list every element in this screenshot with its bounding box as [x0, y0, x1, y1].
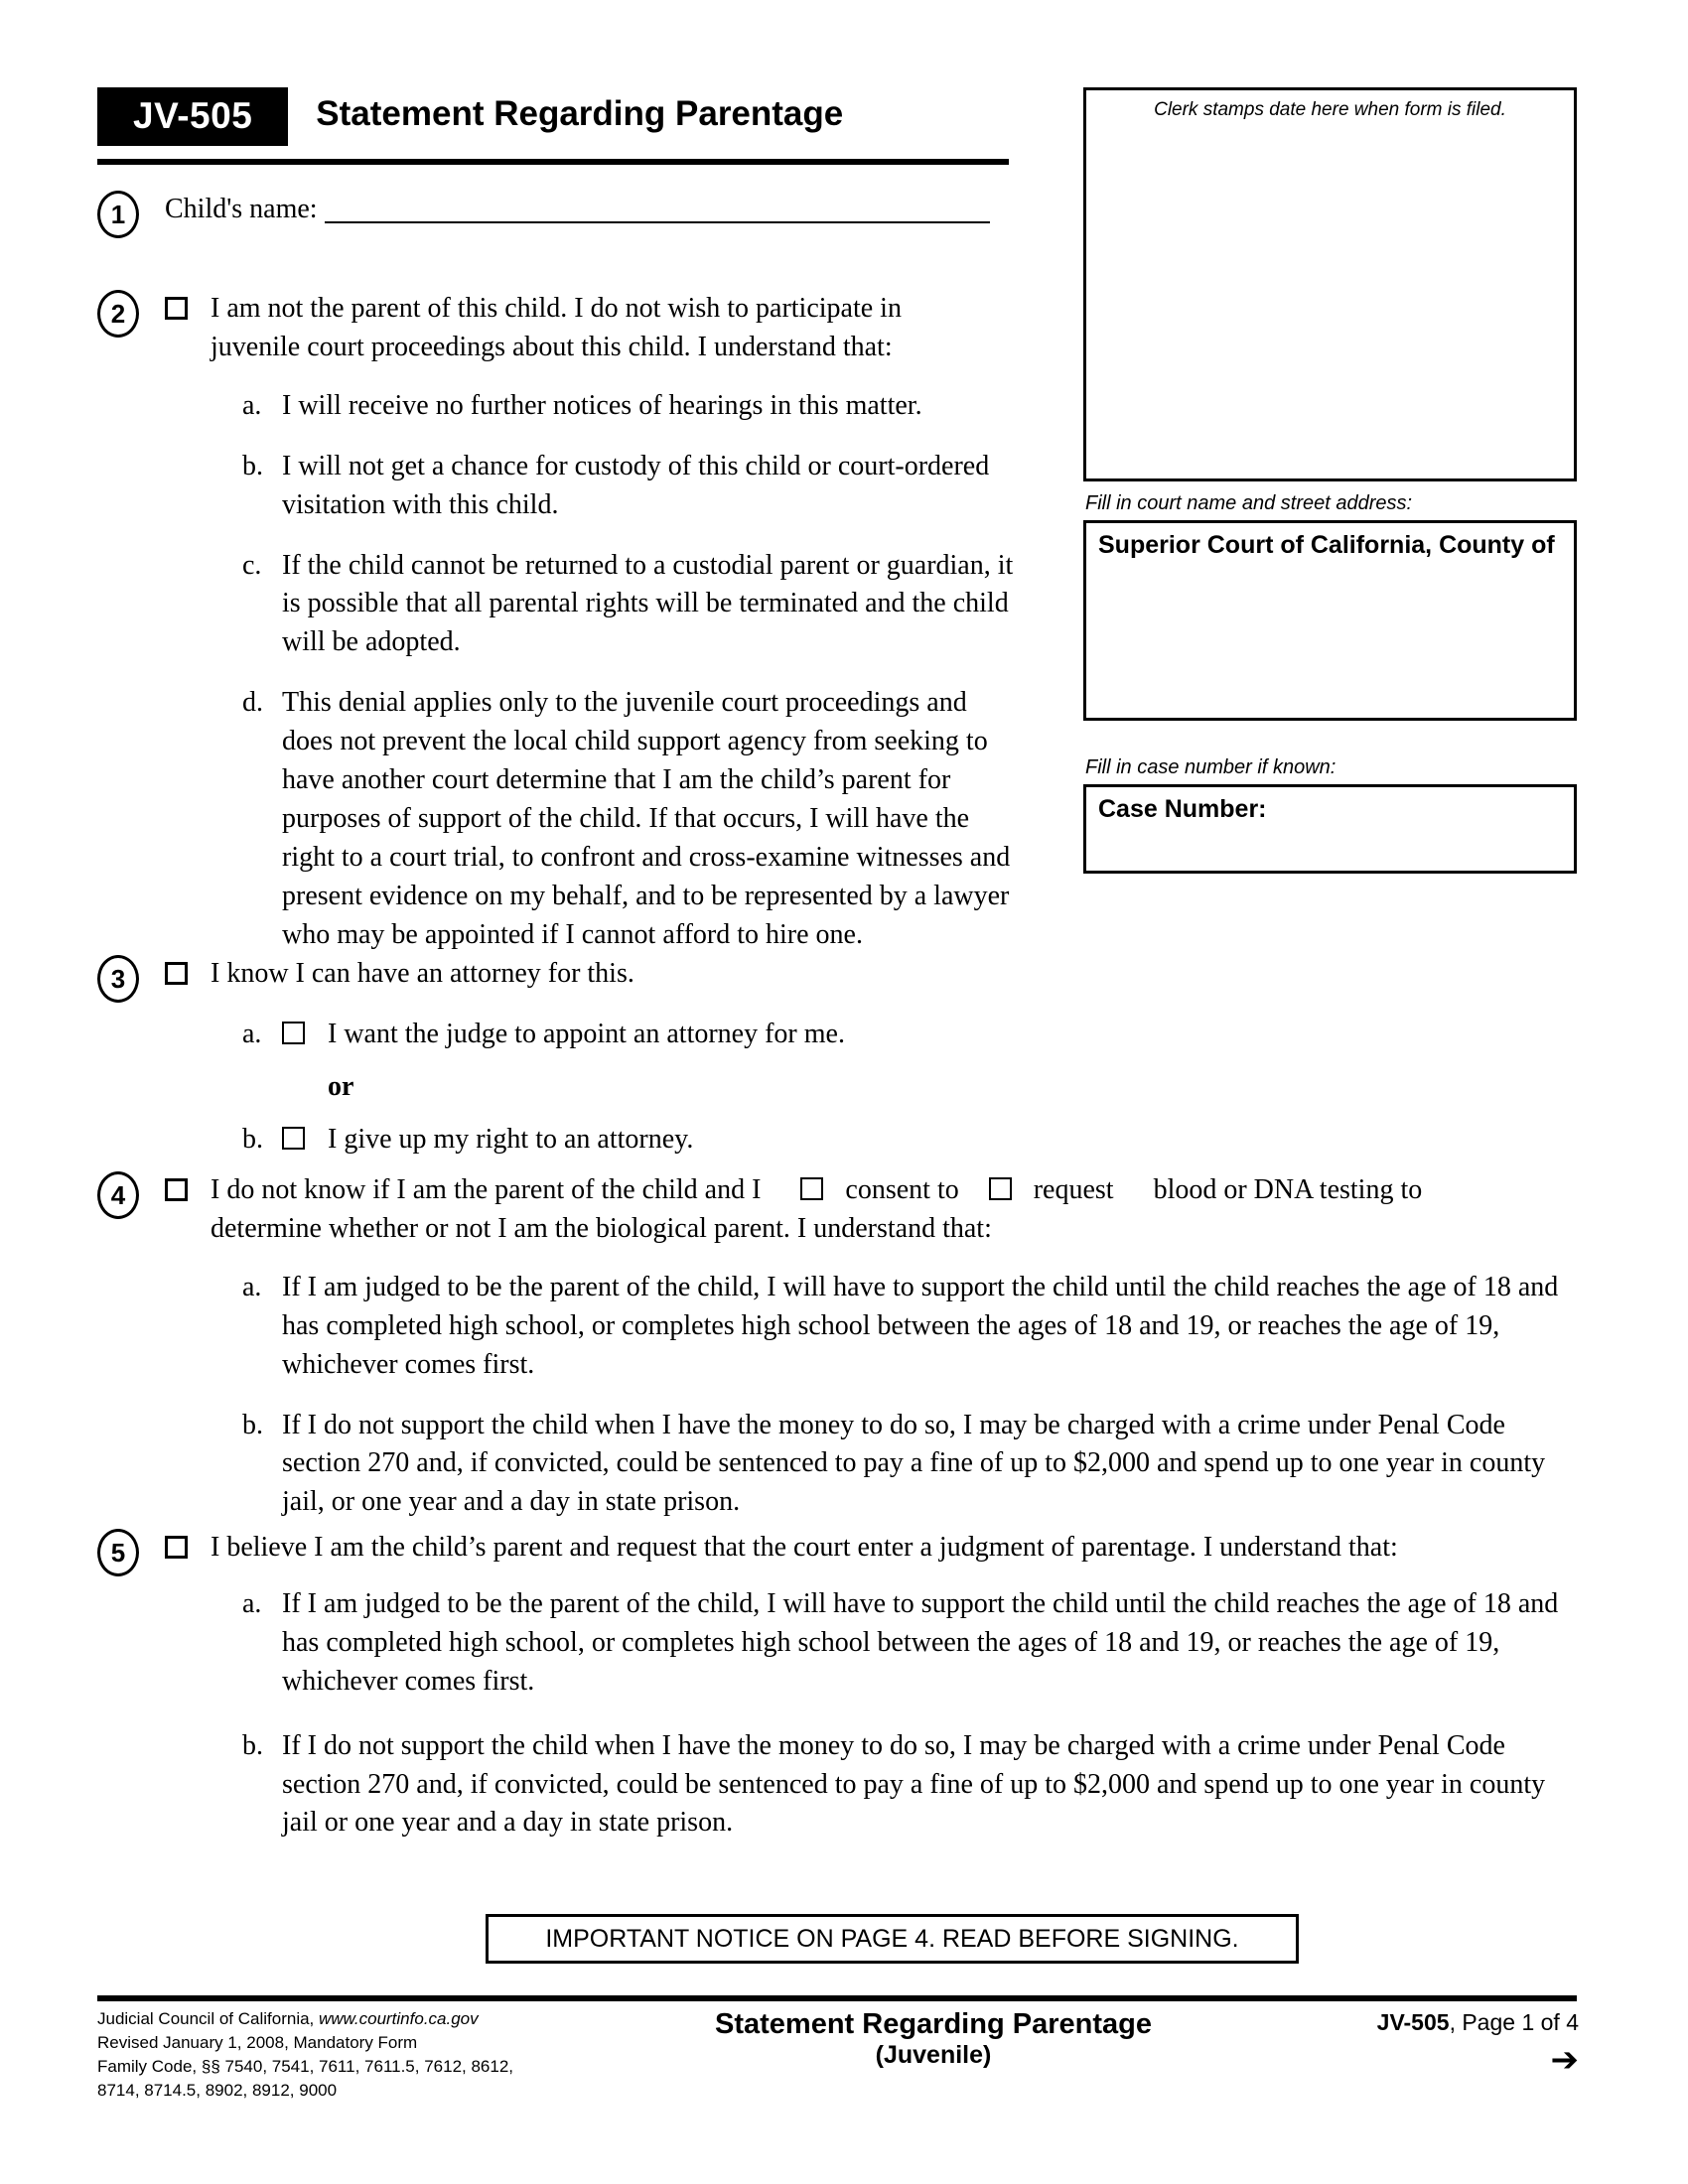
item-2-number: 2 [97, 290, 139, 338]
item-2d-letter: d. [242, 687, 263, 719]
item-2b-letter: b. [242, 450, 263, 481]
footer-revised-line: Revised January 1, 2008, Mandatory Form [97, 2033, 418, 2053]
item-5a-letter: a. [242, 1587, 262, 1619]
court-name-value: Superior Court of California, County of [1098, 531, 1555, 559]
item-3-or [242, 1068, 1090, 1107]
footer-council-line [97, 2007, 633, 2031]
header-divider [97, 159, 1009, 165]
item-3-number: 3 [97, 955, 139, 1003]
form-number-badge: JV-505 [97, 87, 288, 146]
case-number-box[interactable] [1083, 784, 1577, 874]
item-4-line2: determine whether or not I am the biological parent. I understand that: [211, 1212, 992, 1244]
item-4-request-checkbox[interactable] [989, 1177, 1012, 1200]
item-4-number: 4 [97, 1171, 139, 1219]
item-1-number: 1 [97, 191, 139, 238]
item-4-consent-checkbox[interactable] [800, 1177, 823, 1200]
item-5b-letter: b. [242, 1729, 263, 1761]
footer-legal-block [97, 2007, 633, 2104]
footer-form-title: Statement Regarding Parentage [715, 2008, 1152, 2040]
item-4a-letter: a. [242, 1271, 262, 1302]
item-2a-text: I will receive no further notices of hearings in this matter. [282, 389, 922, 421]
court-name-box[interactable] [1083, 520, 1577, 721]
item-4a [242, 1269, 1587, 1385]
item-2a [242, 387, 1021, 426]
item-3a-checkbox[interactable] [282, 1022, 305, 1044]
item-3b-checkbox[interactable] [282, 1127, 305, 1150]
important-notice-box [486, 1914, 1299, 1964]
item-2d-text: This denial applies only to the juvenile court proceedings and does not prevent the local child support agency from seeking to have another court determine that I am the child’s parent for purposes of support of the child. If that occurs, I will have the right to a court trial, to confront and cross-examine witnesses and present evidence on my behalf, and to be represented by a lawyer who may be appointed if I cannot afford to hire one. [282, 687, 1011, 950]
item-2c [242, 547, 1021, 663]
case-number-label: Fill in case number if known: [1085, 756, 1336, 778]
footer-code-line-2: 8714, 8714.5, 8902, 8912, 9000 [97, 2081, 338, 2101]
clerk-stamp-box [1083, 87, 1577, 481]
footer-code-line-1: Family Code, §§ 7540, 7541, 7611, 7611.5, 7612, 8612, [97, 2057, 514, 2077]
court-name-label: Fill in court name and street address: [1085, 492, 1413, 514]
next-page-arrow-icon: ➔ [1550, 2040, 1579, 2080]
item-5-text: I believe I am the child’s parent and request that the court enter a judgment of parentage. I understand that: [211, 1532, 1398, 1563]
footer-council-text: Judicial Council of California, [97, 2009, 319, 2028]
footer-page-count: , Page 1 of 4 [1449, 2009, 1579, 2035]
item-5a-text: If I am judged to be the parent of the child, I will have to support the child until the child reaches the age of 18 and has completed high school, or completes high school between the ages of 18 and 19, or reaches the age of 19, whichever comes first. [282, 1587, 1559, 1697]
item-4b-text: If I do not support the child when I have the money to do so, I may be charged with a crime under Penal Code section 270 and, if convicted, could be sentenced to pay a fine of up to $2,000 and spend up to one year in county jail, or one year and a day in state prison. [282, 1409, 1546, 1518]
item-1 [97, 191, 1031, 229]
footer-website-link[interactable]: www.courtinfo.ca.gov [319, 2009, 479, 2028]
item-4-lead: I do not know if I am the parent of the child and I [211, 1174, 762, 1205]
item-2-line2: juvenile court proceedings about this child. I understand that: [211, 331, 893, 362]
item-2 [97, 290, 1021, 955]
item-3b [242, 1121, 1090, 1160]
item-2d [242, 684, 1021, 954]
item-5-number: 5 [97, 1529, 139, 1576]
footer-divider [97, 1995, 1577, 2001]
item-5b [242, 1727, 1587, 1843]
item-3a-letter: a. [242, 1018, 262, 1049]
item-5b-text: If I do not support the child when I have the money to do so, I may be charged with a crime under Penal Code section 270 and, if convicted, could be sentenced to pay a fine of up to $2,000 and spend up to one year in county jail or one year and a day in state prison. [282, 1729, 1546, 1839]
item-3 [97, 955, 1090, 1160]
item-5a [242, 1585, 1587, 1702]
item-3b-text: I give up my right to an attorney. [328, 1123, 694, 1155]
item-4 [97, 1171, 1587, 1522]
case-number-value: Case Number: [1098, 795, 1267, 823]
footer-form-subtitle: (Juvenile) [875, 2041, 992, 2070]
item-5 [97, 1529, 1587, 1843]
important-notice-text: IMPORTANT NOTICE ON PAGE 4. READ BEFORE SIGNING. [545, 1925, 1239, 1953]
item-4b-letter: b. [242, 1409, 263, 1440]
item-3-checkbox[interactable] [165, 962, 188, 985]
item-4-tail: blood or DNA testing to [1153, 1174, 1423, 1205]
item-3-or-text: or [328, 1070, 354, 1102]
item-2b [242, 448, 1021, 525]
item-4-request-label: request [1033, 1174, 1114, 1205]
child-name-label: Child's name: [165, 194, 318, 224]
item-2-checkbox[interactable] [165, 297, 188, 320]
item-2b-text: I will not get a chance for custody of this child or court-ordered visitation with this child. [282, 450, 990, 520]
item-3b-letter: b. [242, 1123, 263, 1155]
item-2c-text: If the child cannot be returned to a custodial parent or guardian, it is possible that all parental rights will be terminated and the child will be adopted. [282, 549, 1014, 658]
item-5-checkbox[interactable] [165, 1536, 188, 1559]
item-4b [242, 1407, 1587, 1523]
footer-page-info [1321, 2009, 1579, 2036]
item-3a-text: I want the judge to appoint an attorney for me. [328, 1018, 845, 1049]
footer-form-title-block [556, 2007, 1311, 2071]
item-2a-letter: a. [242, 389, 262, 421]
item-4-checkbox[interactable] [165, 1178, 188, 1201]
item-4-consent-label: consent to [845, 1174, 959, 1205]
item-3-text: I know I can have an attorney for this. [211, 958, 634, 989]
form-header [97, 87, 1011, 146]
footer-form-number: JV-505 [1376, 2009, 1450, 2035]
child-name-input[interactable] [325, 192, 990, 223]
clerk-stamp-caption: Clerk stamps date here when form is filed. [1154, 99, 1506, 120]
item-2-line1: I am not the parent of this child. I do not wish to participate in [211, 293, 902, 324]
item-4a-text: If I am judged to be the parent of the child, I will have to support the child until the child reaches the age of 18 and has completed high school, or completes high school between the ages of 18 and 19, or reaches the age of 19, whichever comes first. [282, 1271, 1559, 1380]
item-2c-letter: c. [242, 549, 262, 581]
item-3a [242, 1016, 1090, 1054]
page-title: Statement Regarding Parentage [316, 94, 844, 133]
